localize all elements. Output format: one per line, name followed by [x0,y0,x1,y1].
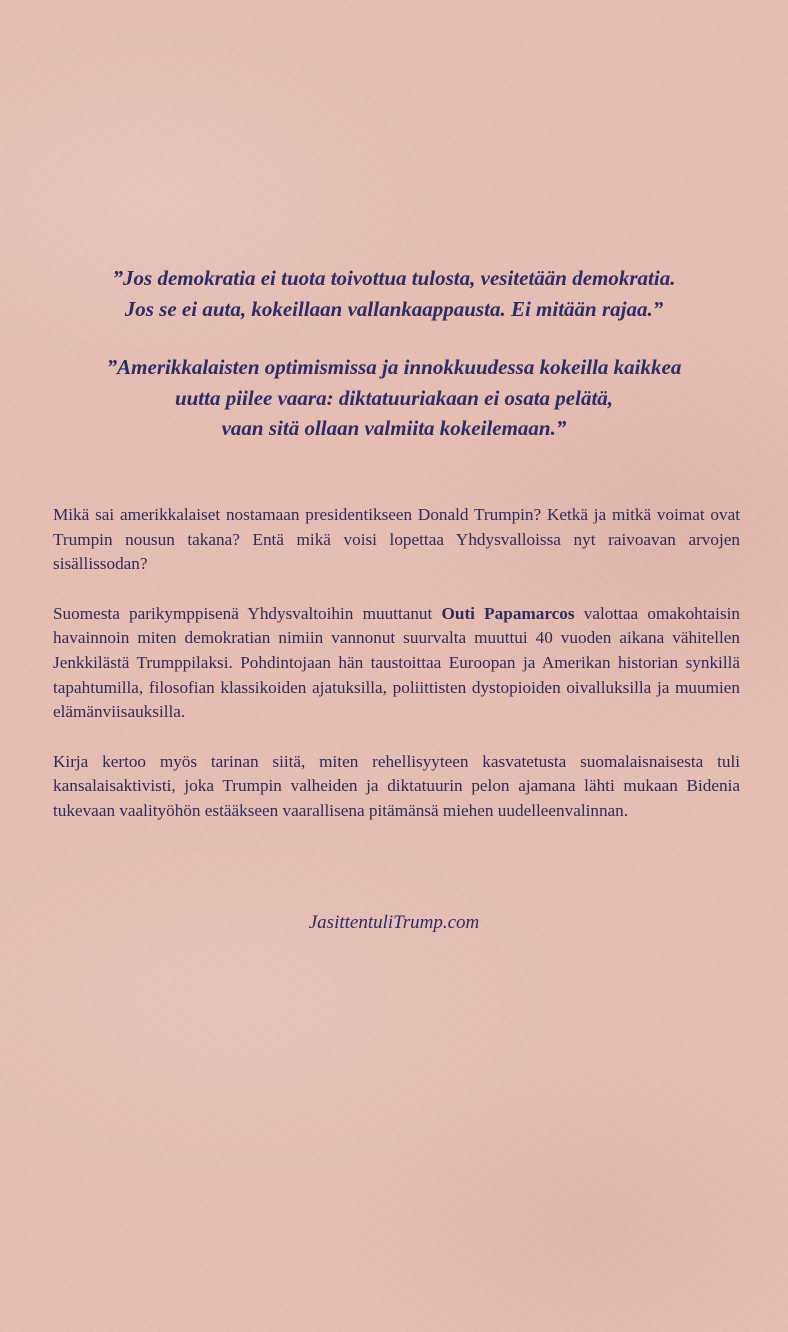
blurb-paragraph-2 [53,602,740,725]
website-url: JasittentuliTrump.com [308,912,480,933]
quote-democracy [40,263,748,324]
blurb-paragraph-3: Kirja kertoo myös tarinan siitä, miten rehellisyyteen kasvatetusta suomalaisnaisesta tuli kansalaisaktivisti, joka Trumpin valheiden ja diktatuurin pelon ajamana lähti mukaan Bidenia tukevaan vaalityöhön estääkseen vaarallisena pitämänsä miehen uudelleenvalinnan. [53,751,740,820]
quotes-block [40,263,748,444]
quote-optimism [40,352,748,444]
quote-line: vaan sitä ollaan valmiita kokeilemaan.” [221,416,567,440]
quote-line: uutta piilee vaara: diktatuuriakaan ei osata pelätä, [174,385,614,410]
blurb-text [53,503,740,824]
blurb-paragraph-1: Mikä sai amerikkalaiset nostamaan presidentikseen Donald Trumpin? Ketkä ja mitkä voimat ovat Trumpin nousun takana? Entä mikä voisi lopettaa Yhdysvalloissa nyt raivoavan arvojen sisällissodan? [53,505,740,574]
quote-line: ”Amerikkalaisten optimismissa ja innokkuudessa kokeilla kaikkea [106,355,682,379]
author-name: Outi Papamarcos [441,603,575,623]
blurb-paragraph-2-end: valottaa omakohtaisin havainnoin miten demokratian nimiin vannonut suurvalta muuttui 40 vuoden aikana vähitellen Jenkkilästä Trumppilaksi. Pohdintojaan hän taustoittaa Euroopan ja Amerikan historian synkillä tapahtumilla, filosofian klassikoiden ajatuksilla, poliittisten dystopioiden oivalluksilla ja muumien elämänviisauksilla. [53,603,740,722]
quote-line: Jos se ei auta, kokeillaan vallankaappausta. Ei mitään rajaa.” [124,296,664,321]
quote-line: ”Jos demokratia ei tuota toivottua tulosta, vesitetään demokratia. [112,266,676,290]
blurb-paragraph-2-start: Suomesta parikymppisenä Yhdysvaltoihin muuttanut [53,603,442,623]
